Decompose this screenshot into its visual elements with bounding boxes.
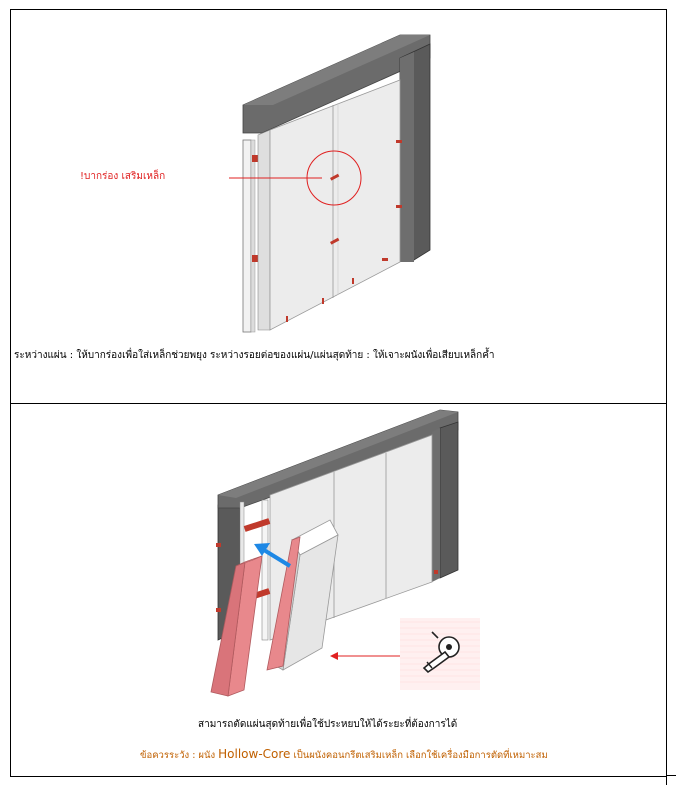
bottom-illustration xyxy=(0,400,677,710)
caution-note-product: Hollow-Core xyxy=(218,747,291,761)
callout-label: !บากร่อง เสริมเหล็ก xyxy=(80,171,166,182)
corner-mark-vertical xyxy=(666,775,667,785)
bottom-caption: สามารถตัดแผ่นสุดท้ายเพื่อใช้ประหยบให้ได้ระยะที่ต้องการได้ xyxy=(198,719,458,730)
caution-note-suffix: เป็นผนังคอนกรีตเสริมเหล็ก เลือกใช้เครื่องมือการตัดที่เหมาะสม xyxy=(290,750,548,761)
top-caption: ระหว่างแผ่น : ให้บากร่องเพื่อใส่เหล็กช่วยพยุง ระหว่างรอยต่อของแผ่น/แผ่นสุดท้าย : ให้เจาะผนังเพื่อเสียบเหล็กค้ำ xyxy=(14,350,495,361)
angle-grinder-icon xyxy=(400,618,480,690)
corner-mark xyxy=(666,775,676,776)
caution-note-prefix: ข้อควรระวัง : ผนัง xyxy=(140,750,219,761)
caution-note xyxy=(140,747,548,763)
